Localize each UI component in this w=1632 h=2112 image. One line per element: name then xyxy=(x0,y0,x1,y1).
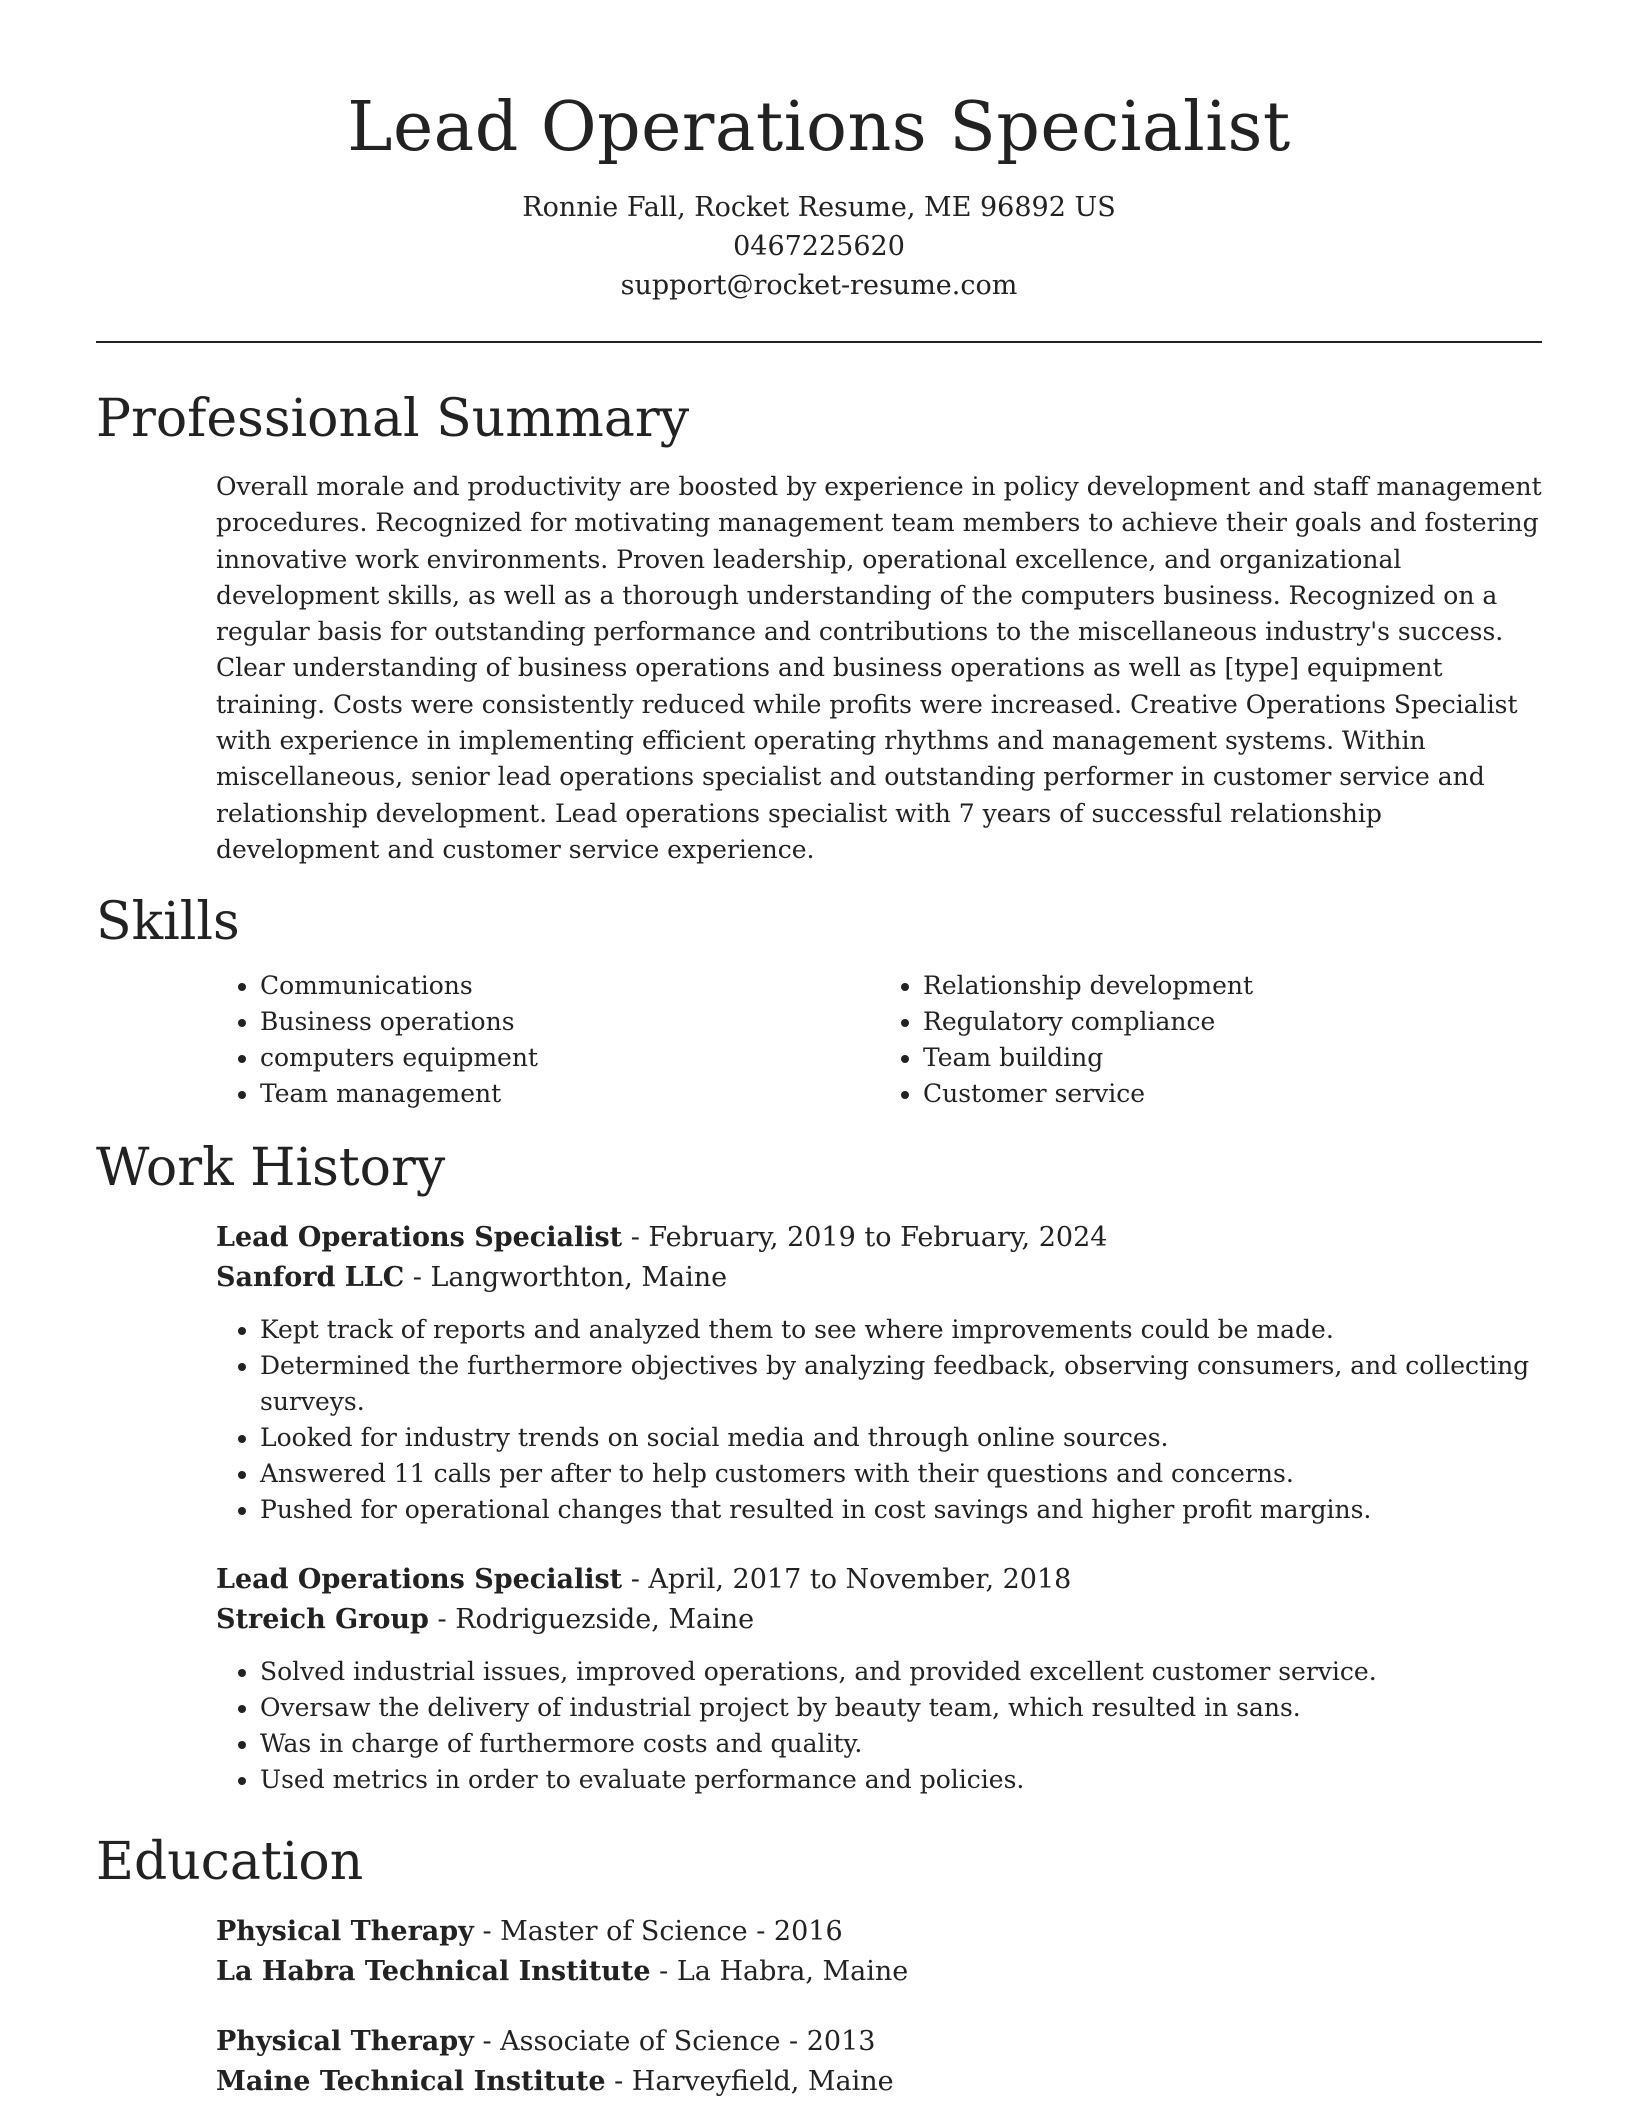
skill-item: • Communications xyxy=(260,968,879,1004)
job-duty: • Looked for industry trends on social media and through online sources. xyxy=(260,1420,1542,1456)
skills-column-right xyxy=(879,968,1542,1112)
skill-item: • Relationship development xyxy=(923,968,1542,1004)
job-duties xyxy=(216,1312,1542,1528)
education-degree-year: - Master of Science - 2016 xyxy=(473,1916,843,1948)
education-location: - Harveyfield, Maine xyxy=(605,2066,894,2098)
job-company: Sanford LLC xyxy=(216,1262,405,1294)
job-dates: - April, 2017 to November, 2018 xyxy=(622,1564,1072,1596)
contact-address: Ronnie Fall, Rocket Resume, ME 96892 US xyxy=(522,192,1116,223)
job-duty: • Solved industrial issues, improved operations, and provided excellent customer service. xyxy=(260,1654,1542,1690)
job-entry xyxy=(216,1218,1542,1528)
job-company-line xyxy=(216,1258,1542,1298)
skill-item: • Team building xyxy=(923,1040,1542,1076)
education-degree-line xyxy=(216,1912,1542,1952)
resume-page xyxy=(96,0,1542,2102)
summary-text: Overall morale and productivity are boosted by experience in policy development and staff management procedures. Recognized for motivating management team members to achieve their goals and fostering innovative work environments. Proven leadership, operational excellence, and organizational development skills, as well as a thorough understanding of the computers business. Recognized on a regular basis for outstanding performance and contributions to the miscellaneous industry's success. Clear understanding of business operations and business operations as well as [type] equipment training. Costs were consistently reduced while profits were increased. Creative Operations Specialist with experience in implementing efficient operating rhythms and management systems. Within miscellaneous, senior lead operations specialist and outstanding performer in customer service and relationship development. Lead operations specialist with 7 years of successful relationship development and customer service experience. xyxy=(216,472,1542,864)
job-title-line xyxy=(216,1218,1542,1258)
education-entry xyxy=(216,2022,1542,2102)
header-divider xyxy=(96,341,1542,343)
job-duty: • Pushed for operational changes that resulted in cost savings and higher profit margins. xyxy=(260,1492,1542,1528)
job-location: - Rodriguezside, Maine xyxy=(428,1604,755,1636)
job-company: Streich Group xyxy=(216,1604,429,1636)
resume-header xyxy=(96,0,1542,305)
job-company-line xyxy=(216,1600,1542,1640)
education-degree-year: - Associate of Science - 2013 xyxy=(473,2026,876,2058)
education-degree-line xyxy=(216,2022,1542,2062)
resume-title: Lead Operations Specialist xyxy=(347,88,1291,167)
skill-item: • Team management xyxy=(260,1076,879,1112)
job-duty: • Answered 11 calls per after to help customers with their questions and concerns. xyxy=(260,1456,1542,1492)
skills-list xyxy=(216,968,1542,1112)
job-dates: - February, 2019 to February, 2024 xyxy=(622,1222,1108,1254)
summary-heading: Professional Summary xyxy=(96,389,690,449)
job-title: Lead Operations Specialist xyxy=(216,1222,623,1254)
job-entry xyxy=(216,1560,1542,1798)
skill-item: • computers equipment xyxy=(260,1040,879,1076)
job-duty: • Used metrics in order to evaluate performance and policies. xyxy=(260,1762,1542,1798)
education-heading: Education xyxy=(96,1832,364,1893)
education-field: Physical Therapy xyxy=(216,1916,474,1948)
skills-column-left xyxy=(216,968,879,1112)
education-school-line xyxy=(216,1952,1542,1992)
job-duty: • Determined the furthermore objectives by analyzing feedback, observing consumers, and collecting surveys. xyxy=(260,1348,1542,1420)
education-school-line xyxy=(216,2062,1542,2102)
contact-phone: 0467225620 xyxy=(733,231,905,262)
education-school: La Habra Technical Institute xyxy=(216,1956,651,1988)
job-title-line xyxy=(216,1560,1542,1600)
skill-item: • Regulatory compliance xyxy=(923,1004,1542,1040)
job-location: - Langworthton, Maine xyxy=(404,1262,728,1294)
skill-item: • Customer service xyxy=(923,1076,1542,1112)
contact-block xyxy=(96,188,1542,305)
education-school: Maine Technical Institute xyxy=(216,2066,606,2098)
education-entry xyxy=(216,1912,1542,1992)
education-location: - La Habra, Maine xyxy=(650,1956,909,1988)
job-duties xyxy=(216,1654,1542,1798)
job-duty: • Was in charge of furthermore costs and quality. xyxy=(260,1726,1542,1762)
education-field: Physical Therapy xyxy=(216,2026,474,2058)
job-duty: • Oversaw the delivery of industrial project by beauty team, which resulted in sans. xyxy=(260,1690,1542,1726)
contact-email: support@rocket-resume.com xyxy=(620,270,1018,301)
job-title: Lead Operations Specialist xyxy=(216,1564,623,1596)
skills-heading: Skills xyxy=(96,892,240,953)
skill-item: • Business operations xyxy=(260,1004,879,1040)
work-history-heading: Work History xyxy=(96,1138,446,1199)
job-duty: • Kept track of reports and analyzed them to see where improvements could be made. xyxy=(260,1312,1542,1348)
